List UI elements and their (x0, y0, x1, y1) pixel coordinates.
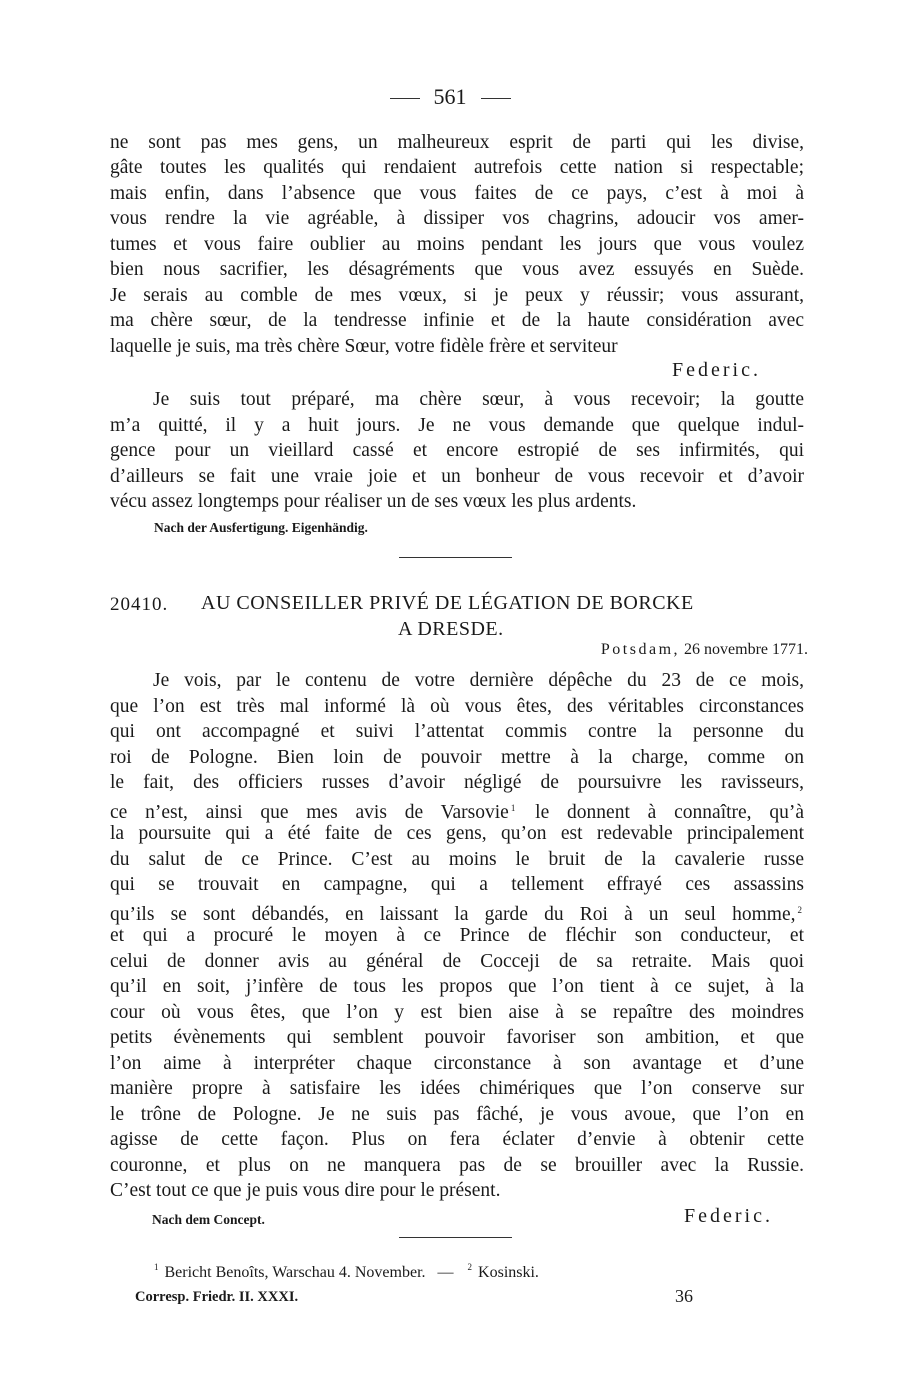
text-line: vous rendre la vie agréable, à dissiper vos chagrins, adoucir vos amer- (110, 208, 804, 229)
footnote-marker: 2 (797, 905, 802, 915)
text-line: vécu assez longtemps pour réaliser un de ses vœux les plus ardents. (110, 491, 637, 512)
footnote-2: Kosinski. (478, 1264, 539, 1281)
signature-mark: 36 (675, 1286, 693, 1306)
text-line: tumes et vous faire oublier au moins pendant les jours que vous voulez (110, 234, 804, 255)
footnote-separator: — (437, 1264, 454, 1281)
text-line: Je suis tout préparé, ma chère sœur, à vous recevoir; la goutte (153, 389, 804, 410)
signature: Federic. (684, 1205, 773, 1227)
text-line: cour où vous êtes, que l’on y est bien aise à se repaître des moindres (110, 1002, 804, 1023)
text-span: ce n’est, ainsi que mes avis de Varsovie (110, 802, 509, 823)
signature: Federic. (672, 359, 761, 381)
footnote-marker: 2 (467, 1262, 473, 1272)
text-line: laquelle je suis, ma très chère Sœur, votre fidèle frère et serviteur (110, 336, 618, 357)
footnotes (152, 1262, 539, 1282)
text-line: ne sont pas mes gens, un malheureux esprit de parti qui les divise, (110, 132, 804, 153)
page-number: 561 (433, 84, 467, 109)
footnote-marker: 1 (154, 1262, 159, 1272)
text-line: petits évènements qui semblent pouvoir favoriser son ambition, et que (110, 1027, 804, 1048)
date: 26 novembre 1771. (684, 641, 808, 658)
text-line: gâte toutes les qualités qui rendaient autrefois cette nation si respectable; (110, 157, 804, 178)
text-line: manière propre à satisfaire les idées chimériques que l’on conserve sur (110, 1078, 804, 1099)
text-line: la poursuite qui a été faite de ces gens, qu’on est redevable principalement (110, 823, 804, 844)
text-line: roi de Pologne. Bien loin de pouvoir mettre à la charge, comme on (110, 747, 804, 768)
text-line: C’est tout ce que je puis vous dire pour le présent. (110, 1180, 501, 1201)
text-line: le trône de Pologne. Je ne suis pas fâché, je vous avoue, que l’on en (110, 1104, 804, 1125)
text-line: Je serais au comble de mes vœux, si je peux y réussir; vous assurant, (110, 285, 804, 306)
place-date (601, 641, 808, 659)
letter-title-line2: A DRESDE. (398, 618, 504, 640)
text-line: d’ailleurs se fait une vraie joie et un bonheur de vous recevoir et d’avoir (110, 466, 804, 487)
text-line: couronne, et plus on ne manquera pas de se brouiller avec la Russie. (110, 1155, 804, 1176)
text-line: que l’on est très mal informé là où vous êtes, des véritables circonstances (110, 696, 804, 717)
text-line: l’on aime à interpréter chaque circonstance à son avantage et d’une (110, 1053, 804, 1074)
source-note: Nach dem Concept. (152, 1212, 265, 1227)
text-line: celui de donner avis au général de Cocceji de sa retraite. Mais quoi (110, 951, 804, 972)
text-line: bien nous sacrifier, les désagréments que vous avez essuyés en Suède. (110, 259, 804, 280)
letter-number: 20410. (110, 594, 169, 615)
text-line: qu’il en soit, j’infère de tous les propos que l’on tient à ce sujet, à la (110, 976, 804, 997)
text-line: et qui a procuré le moyen à ce Prince de fléchir son conducteur, et (110, 925, 804, 946)
header-dash-right (481, 98, 511, 99)
separator-rule (399, 557, 512, 558)
text-span: le donnent à connaître, qu’à (535, 802, 805, 823)
place: Potsdam, (600, 641, 681, 658)
text-line: le fait, des officiers russes d’avoir négligé de poursuivre les ravisseurs, (110, 772, 804, 793)
text-line: qui ont accompagné et suivi l’attentat commis contre la personne du (110, 721, 804, 742)
text-line: du salut de ce Prince. C’est au moins le bruit de la cavalerie russe (110, 849, 804, 870)
text-span: qu’ils se sont débandés, en laissant la garde du Roi à un seul homme, (110, 904, 796, 925)
footnote-1: Bericht Benoîts, Warschau 4. November. (164, 1264, 426, 1281)
text-line: ma chère sœur, de la tendresse infinie et de la haute considération avec (110, 310, 804, 331)
text-line: qui se trouvait en campagne, qui a tellement effrayé ces assassins (110, 874, 804, 895)
volume-reference: Corresp. Friedr. II. XXXI. (135, 1289, 299, 1305)
separator-rule (399, 1237, 512, 1238)
text-line: mais enfin, dans l’absence que vous faites de ce pays, c’est à moi à (110, 183, 804, 204)
letter-title: AU CONSEILLER PRIVÉ DE LÉGATION DE BORCKE (201, 592, 694, 614)
text-line: Je vois, par le contenu de votre dernière dépêche du 23 de ce mois, (153, 670, 804, 691)
page-header (0, 84, 900, 110)
text-line: m’a quitté, il y a huit jours. Je ne vous demande que quelque indul- (110, 415, 804, 436)
source-note: Nach der Ausfertigung. Eigenhändig. (154, 520, 368, 535)
footnote-marker: 1 (510, 803, 516, 813)
header-dash-left (390, 98, 420, 99)
text-line: agisse de cette façon. Plus on fera éclater d’envie à obtenir cette (110, 1129, 804, 1150)
text-line: gence pour un vieillard cassé et encore estropié de ses infirmités, qui (110, 440, 804, 461)
